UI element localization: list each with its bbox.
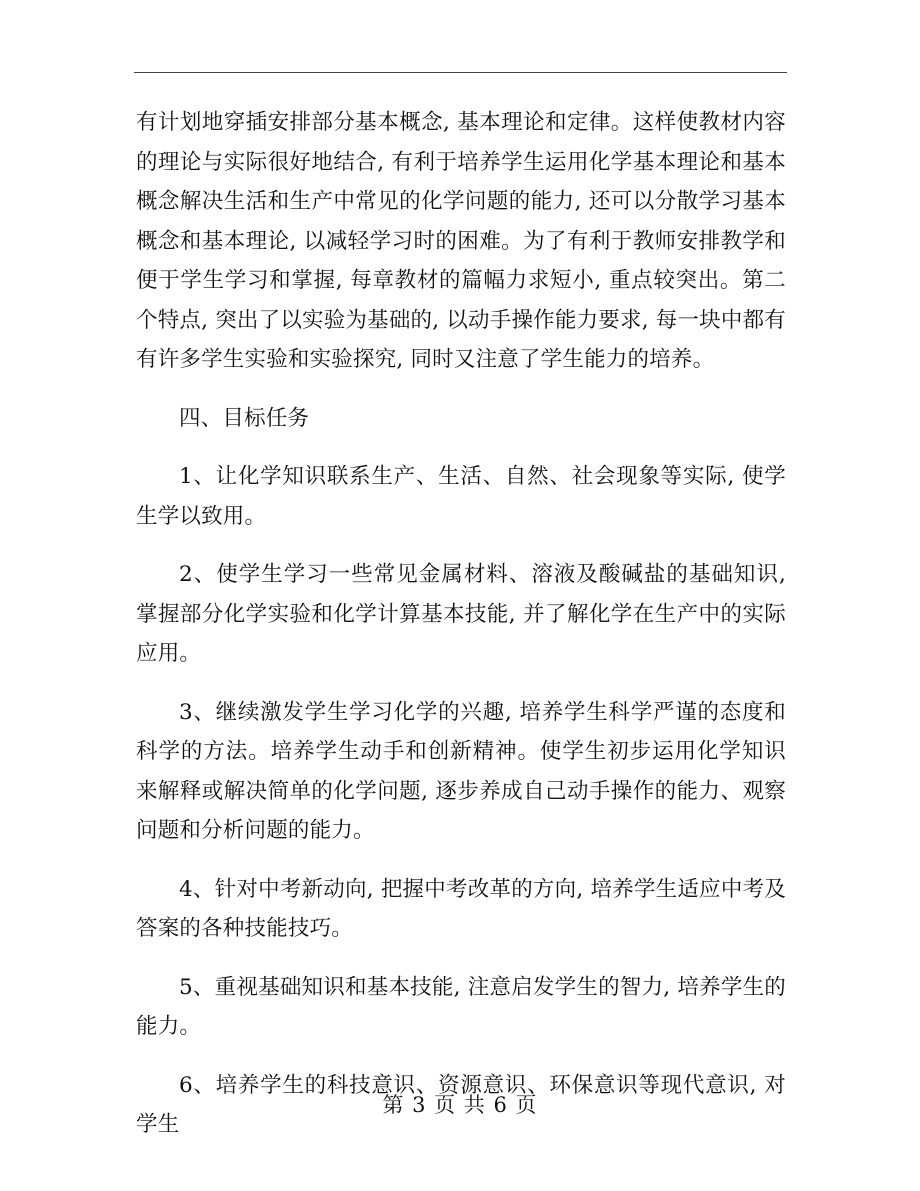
document-body <box>136 103 786 1145</box>
page-number: 第 3 页 共 6 页 <box>382 1093 538 1117</box>
goal-item-6: 6、培养学生的科技意识、资源意识、环保意识等现代意识, 对学生 <box>136 1072 786 1137</box>
goal-item-1: 1、让化学知识联系生产、生活、自然、社会现象等实际, 使学生学以致用。 <box>136 464 786 529</box>
goal-item-2: 2、使学生学习一些常见金属材料、溶液及酸碱盐的基础知识, 掌握部分化学实验和化学计算基本技能, 并了解化学在生产中的实际应用。 <box>136 562 786 666</box>
goal-item-4: 4、针对中考新动向, 把握中考改革的方向, 培养学生适应中考及答案的各种技能技巧。 <box>136 876 786 941</box>
header-rule <box>134 72 787 73</box>
goal-item-3: 3、继续激发学生学习化学的兴趣, 培养学生科学严谨的态度和科学的方法。培养学生动手和创新精神。使学生初步运用化学知识来解释或解决简单的化学问题, 逐步养成自己动手操作的能力、观察问题和分析问题的能力。 <box>136 699 786 843</box>
goal-item-5: 5、重视基础知识和基本技能, 注意启发学生的智力, 培养学生的能力。 <box>136 974 786 1039</box>
section-heading-goals: 四、目标任务 <box>179 405 310 431</box>
paragraph-continued: 有计划地穿插安排部分基本概念, 基本理论和定律。这样使教材内容的理论与实际很好地结合, 有利于培养学生运用化学基本理论和基本概念解决生活和生产中常见的化学问题的能力, 还可以分散学习基本概念和基本理论, 以减轻学习时的困难。为了有利于教师安排教学和便于学生学习和掌握, 每章教材的篇幅力求短小, 重点较突出。第二个特点, 突出了以实验为基础的, 以动手操作能力要求, 每一块中都有有许多学生实验和实验探究, 同时又注意了学生能力的培养。 <box>136 110 786 372</box>
